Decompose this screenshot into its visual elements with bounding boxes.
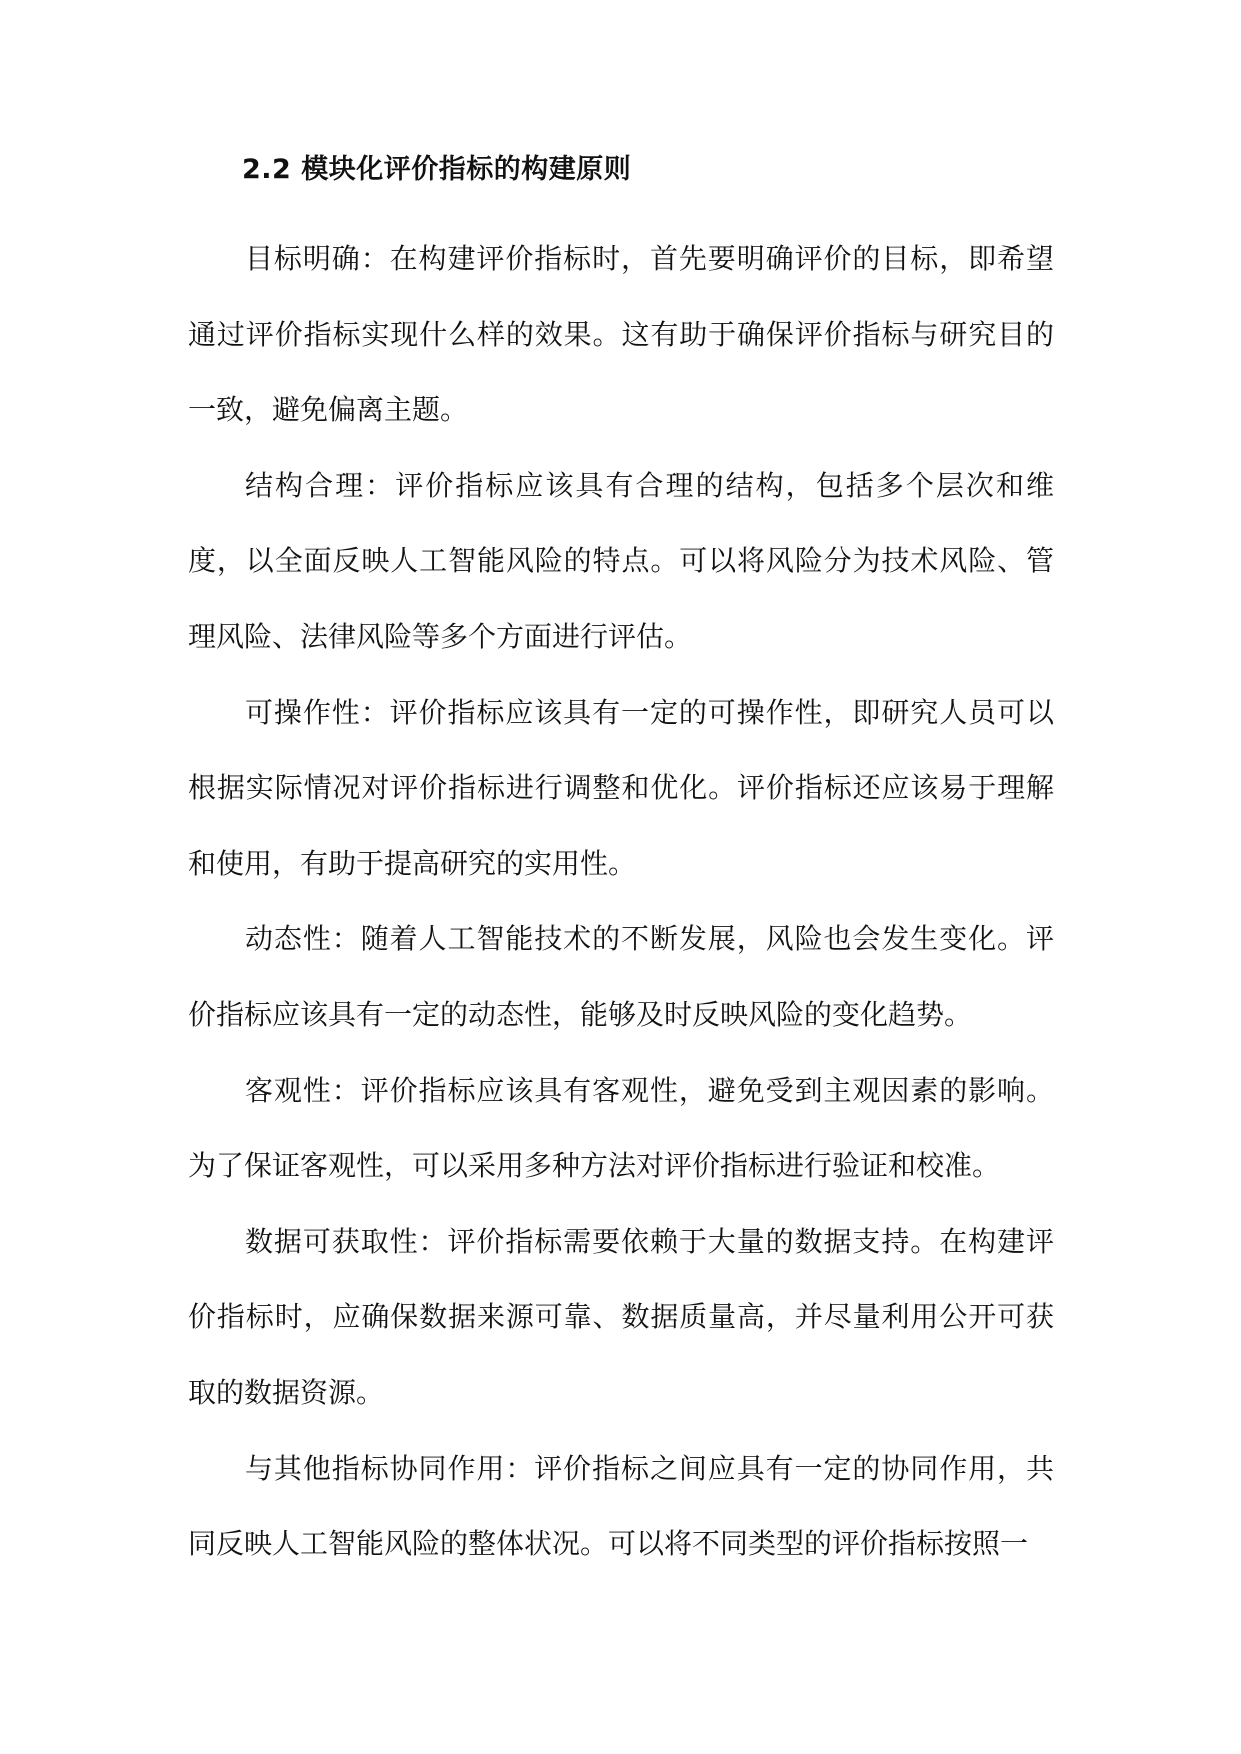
paragraph-goal-clarity: 目标明确：在构建评价指标时，首先要明确评价的目标，即希望通过评价指标实现什么样的效果。这有助于确保评价指标与研究目的一致，避免偏离主题。 <box>188 242 1054 427</box>
paragraph-objectivity: 客观性：评价指标应该具有客观性，避免受到主观因素的影响。为了保证客观性，可以采用多种方法对评价指标进行验证和校准。 <box>188 1073 1054 1183</box>
paragraph-data-availability: 数据可获取性：评价指标需要依赖于大量的数据支持。在构建评价指标时，应确保数据来源可靠、数据质量高，并尽量利用公开可获取的数据资源。 <box>188 1224 1054 1409</box>
paragraph-dynamics: 动态性：随着人工智能技术的不断发展，风险也会发生变化。评价指标应该具有一定的动态性，能够及时反映风险的变化趋势。 <box>188 922 1054 1031</box>
body-text <box>188 221 1054 1582</box>
section-heading: 2.2 模块化评价指标的构建原则 <box>242 154 632 185</box>
paragraph-structure: 结构合理：评价指标应该具有合理的结构，包括多个层次和维度，以全面反映人工智能风险的特点。可以将风险分为技术风险、管理风险、法律风险等多个方面进行评估。 <box>188 468 1054 653</box>
paragraph-operability: 可操作性：评价指标应该具有一定的可操作性，即研究人员可以根据实际情况对评价指标进行调整和优化。评价指标还应该易于理解和使用，有助于提高研究的实用性。 <box>188 695 1054 880</box>
paragraph-synergy: 与其他指标协同作用：评价指标之间应具有一定的协同作用，共同反映人工智能风险的整体状况。可以将不同类型的评价指标按照一 <box>188 1451 1054 1561</box>
